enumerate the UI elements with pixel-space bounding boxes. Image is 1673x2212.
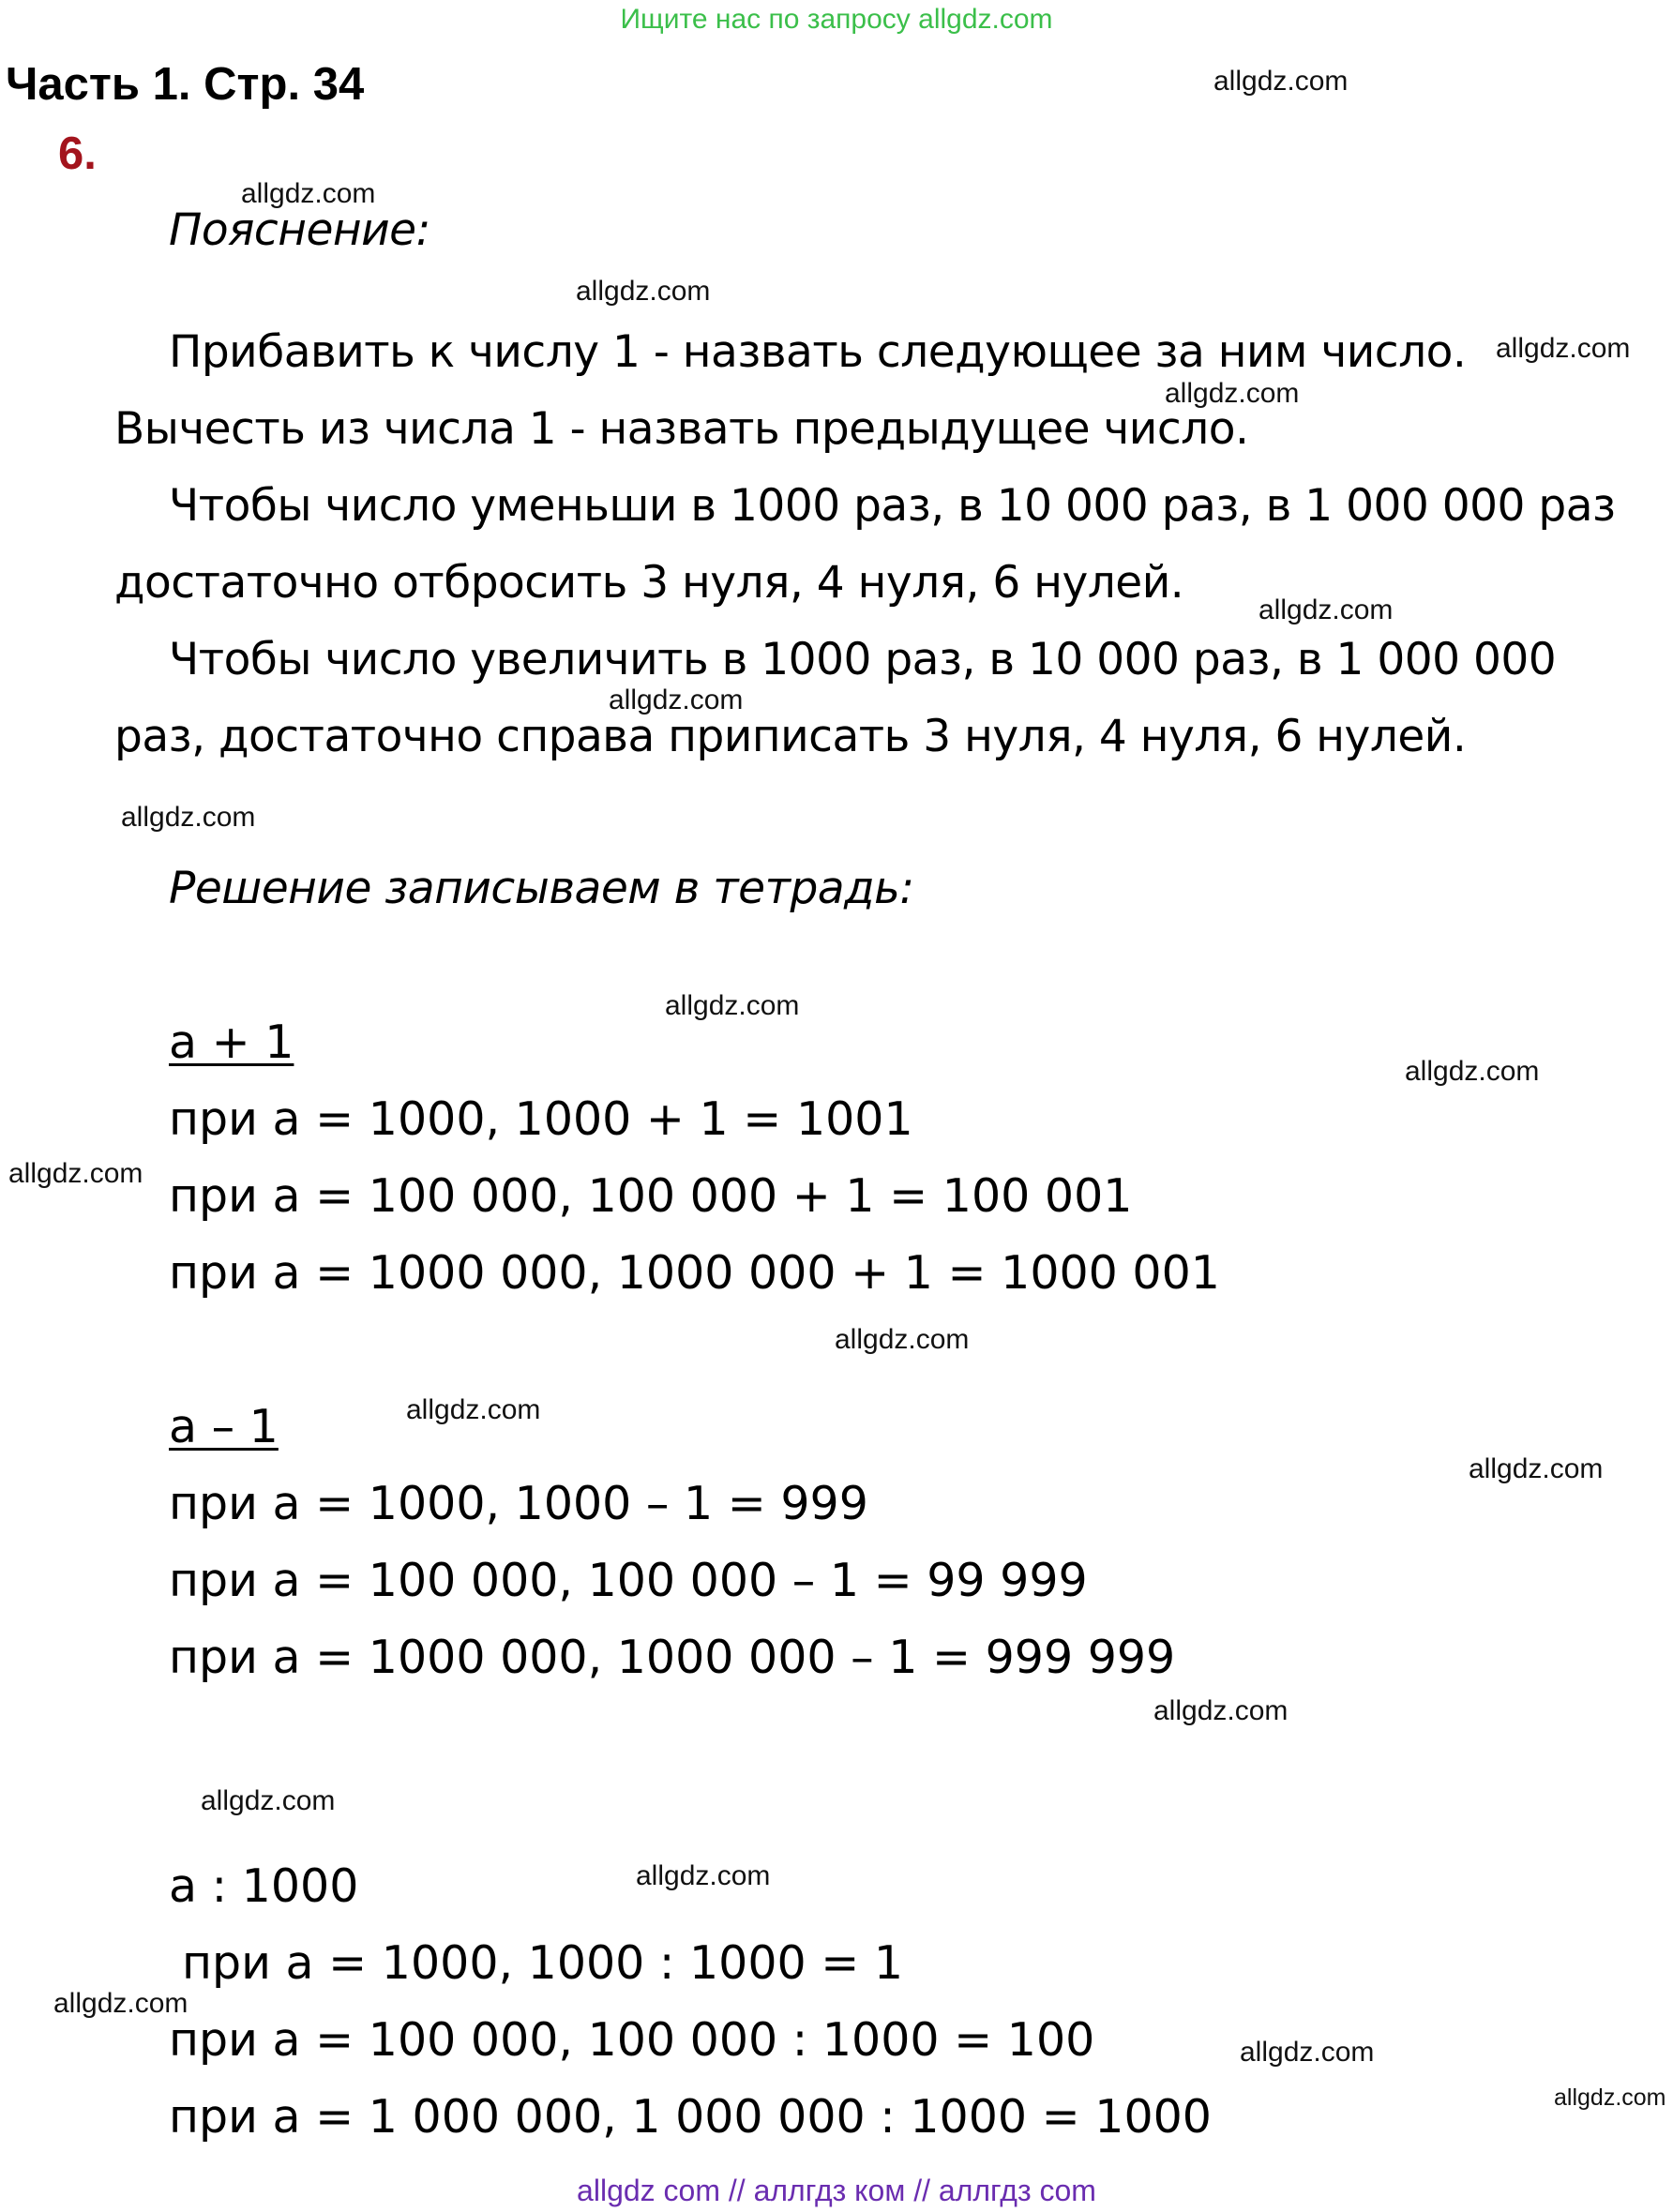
watermark: allgdz.com: [1240, 2037, 1375, 2068]
solution-line: при a = 100 000, 100 000 : 1000 = 100: [169, 2013, 1095, 2067]
watermark: allgdz.com: [1554, 2084, 1666, 2111]
expression-title: a : 1000: [169, 1859, 359, 1913]
page-title: Часть 1. Стр. 34: [6, 59, 365, 110]
solution-line: при a = 1 000 000, 1 000 000 : 1000 = 1000: [169, 2090, 1212, 2144]
watermark: allgdz.com: [1153, 1695, 1289, 1726]
watermark: allgdz.com: [406, 1394, 541, 1425]
watermark: allgdz.com: [8, 1158, 143, 1189]
watermark: allgdz.com: [835, 1324, 970, 1355]
watermark: allgdz.com: [1496, 333, 1631, 364]
top-banner: Ищите нас по запросу allgdz.com: [620, 4, 1053, 35]
footer: allgdz com // аллгдз ком // аллгдз com: [577, 2174, 1096, 2207]
watermark: allgdz.com: [241, 178, 376, 209]
solution-line: при a = 1000 000, 1000 000 – 1 = 999 999: [169, 1631, 1176, 1684]
solution-line: при a = 1000, 1000 : 1000 = 1: [182, 1936, 904, 1990]
watermark: allgdz.com: [121, 802, 256, 833]
explanation-line: достаточно отбросить 3 нуля, 4 нуля, 6 нулей.: [114, 557, 1184, 609]
solution-line: при a = 1000, 1000 + 1 = 1001: [169, 1092, 913, 1146]
watermark: allgdz.com: [201, 1785, 336, 1816]
watermark: allgdz.com: [1469, 1453, 1604, 1484]
solution-heading: Решение записываем в тетрадь:: [169, 863, 914, 914]
solution-line: при a = 1000 000, 1000 000 + 1 = 1000 001: [169, 1246, 1220, 1300]
explanation-line: раз, достаточно справа приписать 3 нуля, 4 нуля, 6 нулей.: [114, 711, 1467, 762]
explanation-line: Чтобы число уменьши в 1000 раз, в 10 000 раз, в 1 000 000 раз: [169, 480, 1616, 532]
watermark: allgdz.com: [1405, 1056, 1540, 1087]
watermark: allgdz.com: [576, 276, 711, 307]
explanation-line: Вычесть из числа 1 - назвать предыдущее число.: [114, 403, 1249, 455]
solution-line: при a = 100 000, 100 000 + 1 = 100 001: [169, 1169, 1133, 1223]
solution-line: при a = 100 000, 100 000 – 1 = 99 999: [169, 1554, 1088, 1607]
explanation-heading: Пояснение:: [169, 204, 430, 256]
watermark: allgdz.com: [636, 1860, 771, 1891]
solution-line: при a = 1000, 1000 – 1 = 999: [169, 1477, 868, 1530]
expression-title: a – 1: [169, 1400, 279, 1453]
task-number: 6.: [58, 128, 97, 179]
watermark: allgdz.com: [665, 990, 800, 1021]
expression-title: a + 1: [169, 1016, 294, 1069]
watermark: allgdz.com: [609, 685, 744, 715]
explanation-line: Чтобы число увеличить в 1000 раз, в 10 000 раз, в 1 000 000: [169, 634, 1557, 685]
watermark: allgdz.com: [1259, 594, 1394, 625]
watermark: allgdz.com: [1213, 66, 1349, 97]
watermark: allgdz.com: [53, 1988, 188, 2019]
watermark: allgdz.com: [1165, 378, 1300, 409]
explanation-line: Прибавить к числу 1 - назвать следующее за ним число.: [169, 326, 1467, 378]
